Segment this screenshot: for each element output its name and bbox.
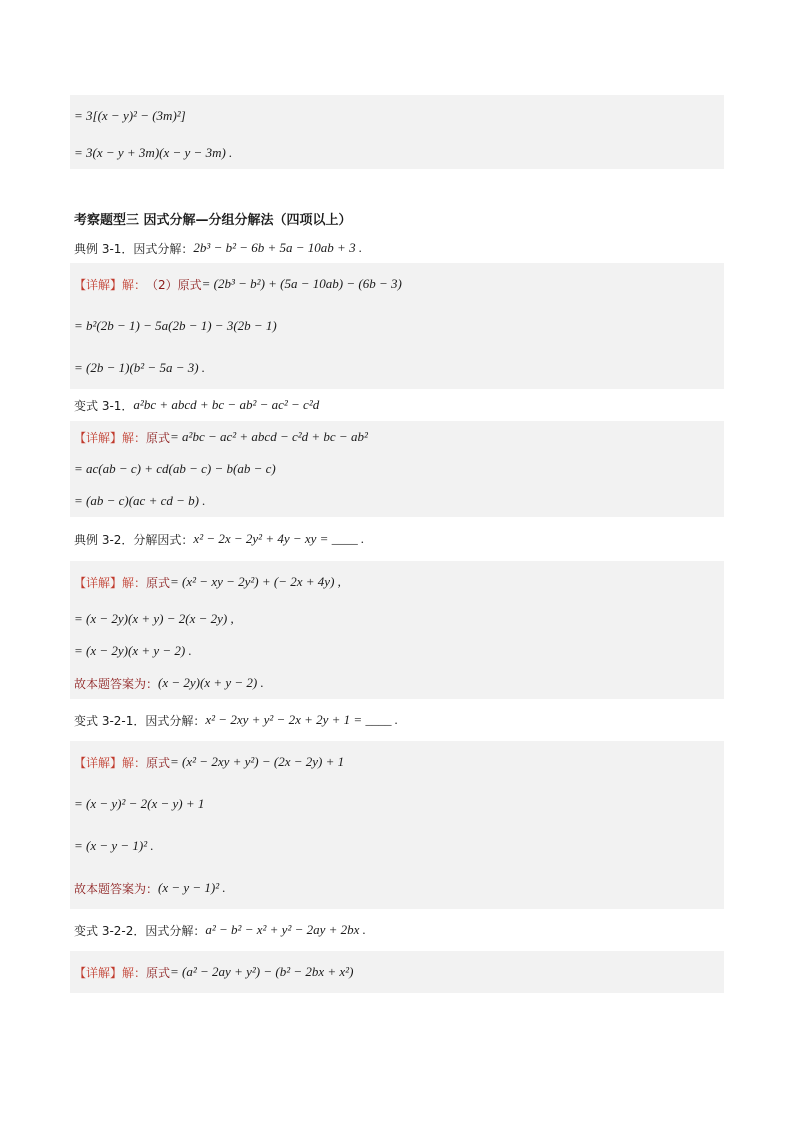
question-expression: a²bc + abcd + bc − ab² − ac² − c²d (133, 397, 320, 412)
math-expression: = (x − y)² − 2(x − y) + 1 (74, 796, 205, 811)
answer-line (70, 667, 724, 699)
question-label: 典例 3-1．因式分解： (74, 241, 194, 256)
question-3-2-1 (70, 699, 724, 741)
solution-tag: 【详解】解： (74, 755, 147, 770)
math-expression: (x − 2y)(x + y − 2) . (158, 675, 264, 690)
math-expression: = ac(ab − c) + cd(ab − c) − b(ab − c) (74, 461, 276, 476)
solution-tag: 【详解】解： (74, 277, 147, 292)
solution-prefix: （2）原式 (146, 277, 202, 292)
question-3-1-variant (70, 389, 724, 421)
solution-tag: 【详解】解： (74, 575, 147, 590)
question-expression: 2b³ − b² − 6b + 5a − 10ab + 3 . (193, 240, 363, 255)
solution-prefix: 原式 (146, 430, 171, 445)
question-3-2-2 (70, 909, 724, 951)
math-expression: = (x² − 2xy + y²) − (2x − 2y) + 1 (170, 754, 345, 769)
question-expression: a² − b² − x² + y² − 2ay + 2bx . (205, 922, 366, 937)
math-expression: = (a² − 2ay + y²) − (b² − 2bx + x²) (170, 964, 354, 979)
math-expression: = 3[(x − y)² − (3m)²] (74, 108, 186, 123)
section-title: 考察题型三 因式分解—分组分解法（四项以上） (74, 212, 352, 228)
math-expression: = (x² − xy − 2y²) + (− 2x + 4y) , (170, 574, 341, 589)
math-expression: = (2b − 1)(b² − 5a − 3) . (74, 360, 206, 375)
solution-step (70, 603, 724, 635)
solution-step (70, 951, 724, 993)
solution-step (70, 783, 724, 825)
question-expression: x² − 2x − 2y² + 4y − xy = ____ . (193, 531, 365, 546)
answer-prefix: 故本题答案为： (74, 676, 159, 691)
question-label: 变式 3-1． (74, 398, 134, 413)
question-expression: x² − 2xy + y² − 2x + 2y + 1 = ____ . (205, 712, 398, 727)
math-expression: = b²(2b − 1) − 5a(2b − 1) − 3(2b − 1) (74, 318, 277, 333)
solution-tag: 【详解】解： (74, 430, 147, 445)
math-expression: = (x − y − 1)² . (74, 838, 154, 853)
math-expression: = (ab − c)(ac + cd − b) . (74, 493, 206, 508)
math-expression: (x − y − 1)² . (158, 880, 226, 895)
question-label: 变式 3-2-2．因式分解： (74, 923, 206, 938)
solution-step (70, 347, 724, 389)
math-expression: = a²bc − ac² + abcd − c²d + bc − ab² (170, 429, 368, 444)
answer-line (70, 867, 724, 909)
question-label: 变式 3-2-1．因式分解： (74, 713, 206, 728)
solution-step (70, 561, 724, 603)
solution-step (70, 421, 724, 453)
solution-step (70, 263, 724, 305)
math-expression: = (x − 2y)(x + y − 2) . (74, 643, 192, 658)
answer-prefix: 故本题答案为： (74, 881, 159, 896)
page-content (70, 95, 724, 993)
solution-tag: 【详解】解： (74, 965, 147, 980)
math-expression: = (2b³ − b²) + (5a − 10ab) − (6b − 3) (201, 276, 402, 291)
solution-step (70, 485, 724, 517)
math-expression: = (x − 2y)(x + y) − 2(x − 2y) , (74, 611, 234, 626)
question-3-2 (70, 517, 724, 561)
solution-step (70, 137, 724, 169)
solution-step (70, 741, 724, 783)
question-3-1 (70, 233, 724, 263)
solution-step (70, 635, 724, 667)
solution-step (70, 453, 724, 485)
solution-step (70, 95, 724, 137)
solution-prefix: 原式 (146, 755, 171, 770)
solution-prefix: 原式 (146, 575, 171, 590)
solution-step (70, 825, 724, 867)
solution-step (70, 305, 724, 347)
question-label: 典例 3-2．分解因式： (74, 532, 194, 547)
solution-prefix: 原式 (146, 965, 171, 980)
math-expression: = 3(x − y + 3m)(x − y − 3m) . (74, 145, 233, 160)
